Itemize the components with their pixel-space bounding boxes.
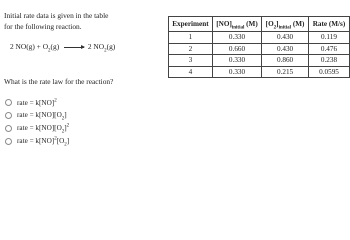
cell-rate: 0.119 bbox=[308, 32, 349, 44]
radio-button[interactable] bbox=[5, 99, 12, 106]
answer-option-3[interactable] bbox=[5, 122, 69, 135]
rate-data-table bbox=[168, 16, 350, 78]
cell-no: 0.330 bbox=[212, 32, 261, 44]
answer-option-1[interactable] bbox=[5, 96, 69, 109]
cell-rate: 0.0595 bbox=[308, 66, 349, 78]
cell-o2: 0.215 bbox=[262, 66, 309, 78]
table-row bbox=[169, 32, 350, 44]
cell-rate: 0.476 bbox=[308, 43, 349, 55]
table-header-row bbox=[169, 17, 350, 32]
header-no-initial: $[NO]_{initial}$ (M) bbox=[212, 17, 261, 32]
intro-text: Initial rate data is given in the table for the following reaction. bbox=[4, 11, 109, 31]
header-o2-initial: $[O_2]_{initial}$ (M) bbox=[262, 17, 309, 32]
reaction-arrow-icon bbox=[64, 47, 84, 48]
reaction-equation bbox=[10, 42, 116, 54]
header-experiment: Experiment bbox=[169, 17, 213, 32]
header-rate: Rate (M/s) bbox=[308, 17, 349, 32]
cell-o2: 0.860 bbox=[262, 55, 309, 67]
answer-option-2[interactable] bbox=[5, 109, 69, 122]
equation-left-tail: (g) bbox=[50, 42, 60, 51]
equation-left: 2 NO(g) + O bbox=[10, 42, 49, 51]
option-label: rate = k[NO]$^2$ bbox=[17, 98, 57, 107]
radio-button[interactable] bbox=[5, 125, 12, 132]
cell-experiment: 4 bbox=[169, 66, 213, 78]
option-label: rate = $k[NO][O_2]^2$ bbox=[17, 123, 70, 135]
radio-button[interactable] bbox=[5, 112, 12, 119]
cell-o2: 0.430 bbox=[262, 32, 309, 44]
radio-button[interactable] bbox=[5, 138, 12, 145]
cell-experiment: 3 bbox=[169, 55, 213, 67]
cell-no: 0.330 bbox=[212, 55, 261, 67]
answer-option-4[interactable] bbox=[5, 135, 69, 148]
table-row bbox=[169, 55, 350, 67]
option-label: rate = $k[NO]^2[O_2]$ bbox=[17, 136, 70, 148]
equation-right-subscript: 2 bbox=[104, 48, 107, 54]
answer-options bbox=[5, 96, 69, 148]
equation-right: 2 NO bbox=[87, 42, 105, 51]
cell-experiment: 2 bbox=[169, 43, 213, 55]
cell-no: 0.330 bbox=[212, 66, 261, 78]
cell-rate: 0.238 bbox=[308, 55, 349, 67]
equation-right-tail: (g) bbox=[106, 42, 116, 51]
cell-experiment: 1 bbox=[169, 32, 213, 44]
option-label: rate = $k[NO][O_2]$ bbox=[17, 111, 67, 122]
cell-o2: 0.430 bbox=[262, 43, 309, 55]
question-text: What is the rate law for the reaction? bbox=[4, 77, 114, 86]
table-row bbox=[169, 43, 350, 55]
equation-left-subscript: 2 bbox=[48, 48, 51, 54]
table-row bbox=[169, 66, 350, 78]
cell-no: 0.660 bbox=[212, 43, 261, 55]
